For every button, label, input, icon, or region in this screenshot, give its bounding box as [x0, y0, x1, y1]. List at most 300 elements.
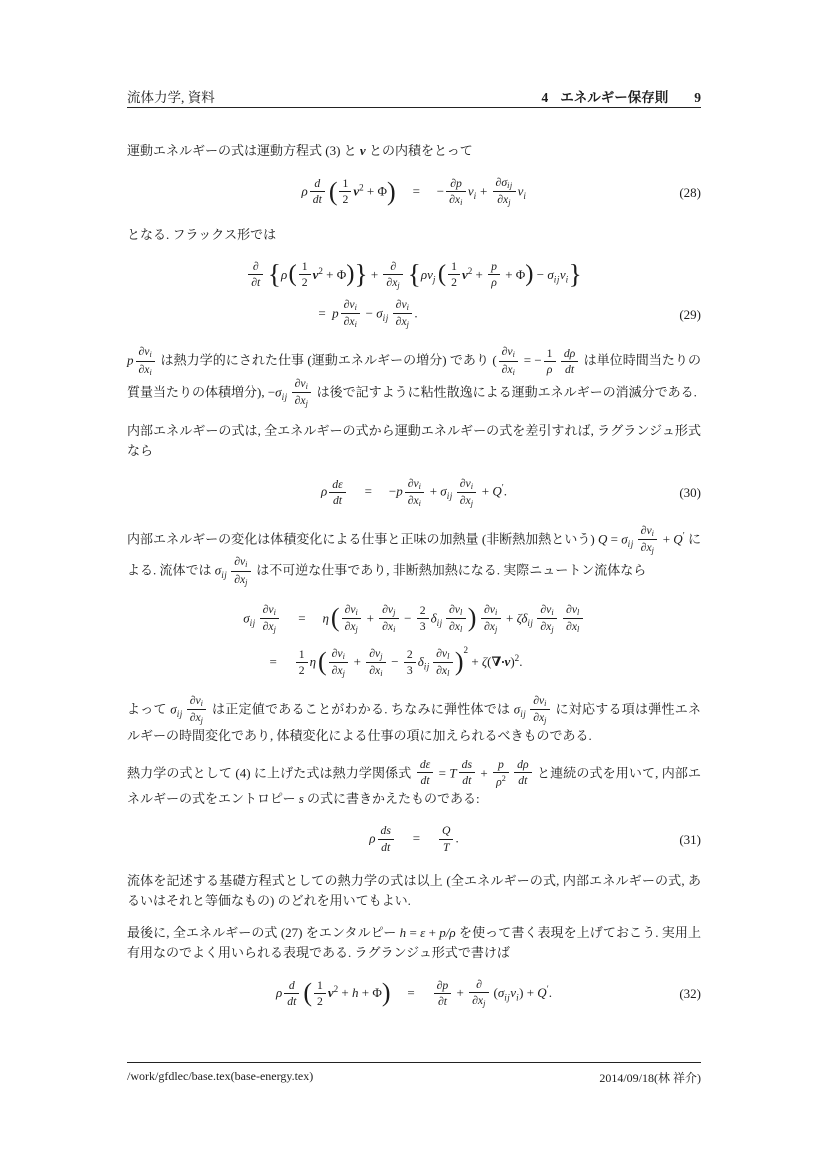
- header-running-title: 流体力学, 資料: [127, 90, 215, 105]
- math-variable: ρv: [420, 266, 433, 282]
- fraction-numerator: [493, 758, 509, 773]
- math-subscript: i: [565, 273, 569, 284]
- math-variable: Q: [537, 985, 547, 1001]
- equation-number: (32): [679, 986, 701, 1002]
- math-subscript: i: [200, 699, 204, 709]
- math-subscript: i: [305, 381, 309, 391]
- math-fraction: [284, 979, 299, 1008]
- math-subscript: i: [512, 367, 516, 377]
- math-subscript: j: [380, 651, 383, 661]
- text-run: =: [269, 654, 277, 670]
- math-variable: ∂v: [501, 345, 513, 359]
- text-run: +: [363, 610, 378, 626]
- fraction-numerator: [187, 694, 207, 710]
- fraction-numerator: [434, 979, 452, 994]
- text-run: は正定値であることがわかる. ちなみに弾性体では: [208, 701, 514, 717]
- math-fraction: [433, 647, 453, 678]
- math-delimiter: ): [346, 260, 355, 288]
- math-fraction: [299, 260, 311, 289]
- math-fraction: [488, 260, 500, 289]
- math-subscript: i: [355, 607, 359, 617]
- math-variable: ∂v: [436, 646, 448, 660]
- math-superscript: 2: [359, 182, 364, 193]
- text-run: 2: [406, 647, 413, 661]
- math-subscript: ij: [520, 708, 527, 719]
- math-variable: ∂v: [331, 646, 343, 660]
- text-run: + Φ: [363, 183, 387, 199]
- math-subscript: i: [354, 303, 358, 313]
- text-run: =: [435, 764, 450, 780]
- math-subscript: i: [470, 481, 474, 491]
- text-run: との内積をとって: [365, 143, 473, 158]
- math-fraction: [366, 647, 386, 678]
- text-run: は単位時間当たりの質量当たりの体積増分), −: [127, 353, 701, 400]
- text-run: 2: [451, 276, 457, 290]
- math-variable: ∂x: [386, 275, 398, 289]
- text-run: 内部エネルギーの式は, 全エネルギーの式から運動エネルギーの式を差引すれば, ラグランジュ形式なら: [127, 423, 701, 459]
- math-variable: Q: [597, 531, 608, 547]
- math-variable: dt: [565, 362, 575, 376]
- math-subscript: ij: [176, 708, 183, 719]
- math-fraction: [260, 603, 280, 634]
- fraction-numerator: [248, 260, 263, 275]
- math-variable: ∂: [390, 259, 397, 273]
- math-subscript: j: [200, 716, 204, 726]
- text-run: 内部エネルギーの変化は体積変化による仕事と正味の加熱量 (非断熱加熱という): [127, 531, 598, 547]
- fraction-numerator: [310, 177, 325, 192]
- math-variable: ∂v: [566, 602, 578, 616]
- equation: [127, 257, 701, 335]
- math-subscript: ij: [423, 661, 430, 672]
- math-subscript: j: [470, 498, 474, 508]
- text-run: +: [476, 183, 491, 199]
- math-variable: ∂x: [497, 193, 509, 207]
- math-variable: ζδ: [516, 610, 528, 626]
- math-subscript: i: [516, 992, 520, 1003]
- fraction-denominator: [488, 275, 500, 289]
- math-variable: ∂v: [294, 376, 306, 390]
- fraction-denominator: [417, 773, 433, 787]
- fraction-denominator: [292, 393, 312, 408]
- fraction-denominator: [638, 540, 658, 555]
- fraction-denominator: [341, 314, 361, 329]
- text-run: =: [406, 924, 421, 940]
- text-run: +: [502, 610, 517, 626]
- fraction-denominator: [514, 773, 531, 787]
- math-variable: ∂x: [449, 619, 460, 633]
- math-delimiter: ): [467, 603, 477, 633]
- fraction-denominator: [417, 619, 429, 633]
- text-run: 3: [406, 663, 413, 677]
- equation-line: [127, 821, 701, 858]
- math-variable: dt: [381, 840, 391, 854]
- text-run: +: [472, 266, 487, 282]
- text-run: =: [318, 305, 326, 321]
- math-subscript: i: [544, 699, 547, 709]
- math-variable: p/ρ: [439, 924, 456, 940]
- math-variable: ∂x: [540, 619, 552, 633]
- equation-content: [270, 643, 523, 679]
- math-vector: v: [327, 985, 334, 1001]
- fraction-numerator: [260, 603, 280, 619]
- math-subscript: j: [406, 320, 410, 330]
- math-variable: ρ: [280, 266, 288, 282]
- math-subscript: i: [523, 191, 527, 201]
- text-run: 1: [317, 978, 323, 992]
- text-run: の式に書きかえたものである:: [303, 791, 480, 807]
- math-variable: v: [510, 985, 517, 1001]
- fraction-numerator: [405, 477, 425, 493]
- math-subscript: l: [577, 625, 580, 635]
- math-variable: ρ: [546, 362, 553, 376]
- math-variable: ∂v: [382, 602, 394, 616]
- math-delimiter: (: [437, 260, 447, 288]
- text-run: + Φ: [358, 985, 382, 1001]
- math-fraction: [383, 260, 403, 290]
- math-fraction: [537, 603, 557, 634]
- equation-number: (29): [679, 306, 701, 322]
- math-variable: ∂x: [294, 394, 306, 408]
- text-run: .: [455, 830, 459, 846]
- math-variable: ∂p: [450, 176, 462, 190]
- math-subscript: i: [149, 350, 153, 360]
- math-vector: v: [359, 143, 366, 158]
- paragraph: [127, 346, 701, 409]
- math-variable: ∂v: [344, 602, 356, 616]
- math-delimiter: (: [288, 260, 297, 288]
- text-run: +: [426, 484, 441, 500]
- header-rule: [127, 107, 701, 108]
- equation-content: [321, 477, 507, 508]
- equation-content: [302, 177, 527, 208]
- text-run: 1: [546, 346, 553, 360]
- math-fraction: [342, 603, 362, 634]
- math-fraction: [638, 524, 658, 555]
- math-subscript: ij: [382, 312, 389, 323]
- math-subscript: i: [273, 607, 277, 617]
- math-variable: ∂x: [369, 663, 381, 677]
- math-variable: h: [352, 985, 359, 1001]
- math-variable: ∂σ: [495, 176, 508, 190]
- math-variable: ∂v: [640, 523, 652, 537]
- fraction-denominator: [248, 275, 263, 289]
- fraction-numerator: [446, 603, 466, 619]
- footer-date-author: 2014/09/18(林 祥介): [599, 1071, 701, 1085]
- text-run: 熱力学の式として (4) に上げた式は熱力学関係式: [127, 764, 415, 780]
- math-variable: p: [127, 353, 134, 369]
- math-variable: ∂v: [234, 555, 246, 569]
- math-variable: dε: [332, 477, 343, 491]
- fraction-denominator: [457, 493, 477, 508]
- math-variable: ∂v: [540, 602, 552, 616]
- math-delimiter: (: [328, 176, 338, 206]
- fraction-numerator: [136, 345, 156, 361]
- text-run: (: [487, 654, 492, 670]
- text-run: +: [338, 985, 353, 1001]
- math-variable: ∂x: [138, 362, 150, 376]
- text-run: =: [407, 985, 415, 1001]
- math-fraction: [378, 824, 394, 853]
- document-body: [127, 141, 701, 1025]
- math-variable: ζ: [481, 654, 488, 670]
- fraction-numerator: [446, 177, 466, 192]
- math-subscript: i: [494, 607, 498, 617]
- footer-rule: [127, 1062, 701, 1063]
- fraction-numerator: [514, 758, 531, 773]
- fraction-denominator: [493, 192, 516, 207]
- section-title: エネルギー保存則: [560, 90, 669, 105]
- math-fraction: [481, 603, 501, 634]
- math-variable: dt: [518, 774, 528, 788]
- math-subscript: i: [354, 320, 358, 330]
- math-fraction: [329, 478, 345, 507]
- math-fraction: [493, 758, 509, 789]
- math-variable: ρ: [369, 830, 376, 846]
- text-run: =: [298, 610, 306, 626]
- fraction-denominator: [459, 773, 475, 787]
- math-variable: ds: [380, 824, 391, 838]
- text-run: +: [478, 484, 493, 500]
- math-variable: ∂: [252, 260, 259, 274]
- math-variable: σ: [170, 701, 177, 717]
- page-footer: [127, 1069, 701, 1086]
- paragraph: [127, 871, 701, 911]
- math-variable: ∂v: [262, 602, 274, 616]
- math-fraction: [329, 647, 349, 678]
- fraction-denominator: [563, 619, 583, 634]
- math-subscript: j: [651, 546, 655, 556]
- math-fraction: [341, 298, 361, 329]
- math-subscript: i: [393, 625, 396, 635]
- fraction-denominator: [342, 619, 362, 634]
- math-variable: ∂v: [407, 476, 419, 490]
- math-variable: ∂t: [437, 994, 447, 1008]
- fraction-numerator: [329, 478, 345, 493]
- math-variable: ∂x: [343, 315, 355, 329]
- fraction-denominator: [284, 994, 299, 1008]
- fraction-numerator: [488, 260, 500, 275]
- math-subscript: ij: [553, 273, 560, 284]
- fraction-numerator: [314, 979, 326, 994]
- fraction-numerator: [341, 298, 361, 314]
- math-superscript: 2: [467, 265, 473, 276]
- math-fraction: [469, 978, 489, 1008]
- math-subscript: i: [418, 481, 422, 491]
- fraction-numerator: [459, 758, 475, 773]
- equation-line: [127, 257, 701, 295]
- fraction-numerator: [499, 345, 519, 361]
- math-fraction: [310, 177, 325, 206]
- math-variable: ∂x: [234, 572, 246, 586]
- fraction-denominator: [296, 663, 308, 677]
- text-run: +: [523, 985, 538, 1001]
- math-variable: Q: [492, 484, 502, 500]
- text-run: .: [503, 484, 507, 500]
- paragraph: [127, 923, 701, 963]
- fraction-numerator: [469, 978, 489, 993]
- math-variable: ∂v: [533, 694, 545, 708]
- fraction-numerator: [448, 260, 460, 275]
- math-delimiter: ): [525, 260, 534, 288]
- equation: [127, 975, 701, 1013]
- math-subscript: i: [512, 350, 516, 360]
- fraction-denominator: [260, 619, 280, 634]
- section-number: 4: [541, 90, 549, 105]
- math-variable: ∂x: [472, 994, 484, 1008]
- equation-line: [127, 173, 701, 212]
- math-variable: dt: [462, 774, 472, 788]
- fraction-numerator: [292, 377, 312, 393]
- math-delimiter: (: [330, 603, 340, 633]
- text-run: 流体を記述する基礎方程式としての熱力学の式は以上 (全エネルギーの式, 内部エネルギーの式, あるいはそれと等価なもの) のどれを用いてもよい.: [127, 872, 701, 908]
- fraction-denominator: [231, 572, 251, 587]
- fraction-numerator: [563, 603, 583, 619]
- math-variable: v: [517, 183, 524, 199]
- text-run: =: [412, 830, 421, 846]
- math-subscript: l: [459, 625, 463, 635]
- math-variable: σ: [243, 610, 250, 626]
- math-delimiter: ): [381, 978, 391, 1008]
- math-variable: δ: [430, 610, 437, 626]
- math-subscript: l: [577, 607, 580, 617]
- fraction-denominator: [136, 362, 156, 377]
- math-superscript: ′: [501, 483, 504, 494]
- text-run: 1: [298, 647, 305, 661]
- text-run: .: [414, 305, 418, 321]
- text-run: は後で記すように粘性散逸による運動エネルギーの消滅分である.: [313, 384, 697, 400]
- math-fraction: [339, 177, 351, 206]
- math-subscript: i: [473, 191, 477, 201]
- math-vector: v: [461, 266, 468, 282]
- fraction-numerator: [433, 647, 453, 663]
- text-run: 最後に, 全エネルギーの式 (27) をエンタルピー: [127, 924, 400, 940]
- math-variable: ∂v: [138, 345, 150, 359]
- math-superscript: 2: [318, 265, 323, 276]
- paragraph: [127, 695, 701, 747]
- paragraph: [127, 421, 701, 461]
- math-variable: ∂v: [189, 694, 201, 708]
- math-fraction: [446, 603, 466, 634]
- paragraph: [127, 225, 701, 245]
- math-variable: dt: [420, 774, 430, 788]
- text-run: ): [510, 654, 515, 670]
- math-delimiter: }: [354, 259, 368, 290]
- math-variable: σ: [621, 531, 628, 547]
- page-number: 9: [694, 90, 701, 105]
- math-subscript: j: [393, 607, 396, 617]
- fraction-denominator: [299, 275, 311, 289]
- text-run: −: [362, 305, 377, 321]
- text-run: + Φ: [322, 266, 347, 282]
- math-subscript: ij: [281, 391, 288, 402]
- fraction-denominator: [393, 314, 413, 329]
- text-run: 2: [317, 994, 323, 1008]
- math-variable: ∂v: [395, 298, 407, 312]
- equation-number: (30): [679, 485, 701, 501]
- fraction-denominator: [187, 710, 207, 725]
- fraction-denominator: [383, 275, 403, 290]
- math-variable: η: [322, 610, 329, 626]
- math-subscript: j: [273, 625, 277, 635]
- math-variable: ∂x: [407, 493, 419, 507]
- fraction-denominator: [310, 192, 325, 206]
- math-subscript: ij: [249, 617, 256, 628]
- text-run: +: [468, 654, 482, 670]
- math-fraction: [434, 979, 452, 1008]
- text-run: −: [533, 266, 548, 282]
- text-run: (: [493, 985, 498, 1001]
- math-variable: ds: [461, 758, 472, 772]
- fraction-numerator: [393, 298, 413, 314]
- math-variable: dρ: [517, 758, 529, 772]
- math-superscript: 2: [333, 984, 339, 995]
- page-header: [127, 86, 701, 106]
- math-variable: ∂v: [449, 602, 460, 616]
- math-variable: ∂x: [382, 619, 394, 633]
- text-run: となる. フラックス形では: [127, 226, 277, 242]
- math-variable: p: [396, 484, 403, 500]
- math-variable: v: [559, 266, 566, 282]
- math-subscript: j: [508, 198, 511, 208]
- fraction-numerator: [299, 260, 311, 275]
- fraction-numerator: [457, 477, 477, 493]
- text-run: −: [388, 654, 402, 670]
- fraction-denominator: [329, 493, 345, 507]
- math-fraction: [417, 758, 433, 787]
- equation-content: [246, 261, 582, 291]
- fraction-numerator: [378, 824, 394, 839]
- math-fraction: [530, 694, 550, 725]
- math-variable: h: [399, 924, 407, 940]
- fraction-denominator: [493, 773, 509, 789]
- math-subscript: j: [494, 625, 498, 635]
- math-variable: σ: [497, 985, 505, 1001]
- math-subscript: ij: [627, 538, 634, 549]
- math-fraction: [544, 347, 556, 376]
- fraction-denominator: [339, 192, 351, 206]
- equation-number: (28): [679, 184, 701, 200]
- math-variable: σ: [440, 484, 447, 500]
- paragraph: [127, 759, 701, 810]
- text-run: +: [367, 266, 382, 282]
- math-variable: ρ: [276, 985, 283, 1001]
- equation: [127, 821, 701, 858]
- math-delimiter: {: [407, 259, 421, 290]
- math-fraction: [405, 477, 425, 508]
- math-subscript: j: [483, 999, 486, 1009]
- math-variable: ρ: [321, 484, 328, 500]
- math-vector: v: [353, 183, 360, 199]
- math-subscript: i: [418, 498, 422, 508]
- math-delimiter: (: [317, 647, 327, 677]
- math-subscript: j: [342, 668, 346, 678]
- math-subscript: ij: [527, 617, 534, 628]
- math-fraction: [514, 758, 531, 787]
- math-delimiter: ): [387, 176, 396, 206]
- text-run: +: [425, 924, 440, 940]
- text-run: と連続の式を用いて, 内部エネルギーの式をエントロピー: [127, 764, 701, 807]
- math-fraction: [314, 979, 326, 1008]
- math-fraction: [493, 176, 516, 207]
- fraction-denominator: [434, 994, 452, 1008]
- fraction-numerator: [231, 555, 251, 571]
- math-subscript: i: [551, 607, 555, 617]
- math-variable: ∂x: [484, 619, 495, 633]
- math-subscript: j: [355, 625, 359, 635]
- math-variable: dt: [312, 193, 322, 207]
- equation-content: [276, 979, 552, 1009]
- fraction-numerator: [544, 347, 556, 362]
